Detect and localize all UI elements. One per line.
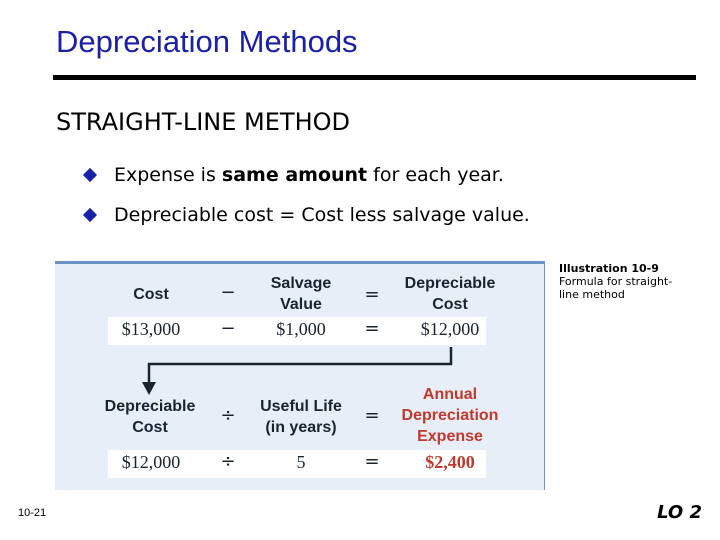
bullet-text bbox=[114, 164, 504, 186]
bullet-text-post: for each year. bbox=[367, 164, 504, 186]
bullet-text-pre: Expense is bbox=[114, 164, 222, 186]
equals-operator: = bbox=[364, 284, 380, 305]
bullet-item bbox=[80, 155, 530, 195]
formula-panel bbox=[55, 261, 545, 490]
slide-title: Depreciation Methods bbox=[56, 24, 358, 59]
diamond-bullet-icon bbox=[83, 168, 97, 182]
formula-result-line1: Depreciable bbox=[404, 275, 496, 292]
value-depreciable-cost: $12,000 bbox=[420, 319, 480, 339]
value-depreciable-cost-2: $12,000 bbox=[121, 452, 181, 472]
value-useful-life: 5 bbox=[296, 452, 306, 472]
formula-term2-line1: Depreciable bbox=[104, 398, 196, 415]
minus-operator: − bbox=[220, 318, 236, 339]
illustration-label: Illustration 10-9 bbox=[559, 262, 659, 275]
bullet-list bbox=[80, 155, 530, 235]
bullet-text: Depreciable cost = Cost less salvage value. bbox=[114, 204, 530, 226]
learning-objective: LO 2 bbox=[657, 502, 702, 523]
annual-expense-line2: Depreciation bbox=[401, 407, 499, 424]
illustration-description: Formula for straight-line method bbox=[559, 275, 673, 301]
useful-life-line2: (in years) bbox=[265, 419, 337, 436]
useful-life-line1: Useful Life bbox=[260, 398, 342, 415]
annual-expense-line3: Expense bbox=[417, 428, 483, 445]
equals-operator: = bbox=[364, 451, 380, 472]
slide-number: 10-21 bbox=[18, 507, 47, 519]
bullet-item bbox=[80, 195, 530, 235]
formula-term-useful-life bbox=[246, 396, 356, 438]
formula-result-annual-expense bbox=[390, 384, 510, 447]
formula-result-line2: Cost bbox=[432, 296, 468, 313]
diamond-bullet-icon bbox=[83, 208, 97, 222]
equals-operator: = bbox=[364, 405, 380, 426]
formula-term-salvage-line2: Value bbox=[280, 296, 322, 313]
minus-operator: − bbox=[220, 282, 236, 303]
value-cost: $13,000 bbox=[121, 319, 181, 339]
bullet-text-bold: same amount bbox=[221, 164, 368, 186]
title-divider bbox=[53, 75, 696, 80]
annual-expense-line1: Annual bbox=[422, 386, 478, 403]
formula-term-depreciable-cost bbox=[95, 396, 205, 438]
formula-term-salvage-line1: Salvage bbox=[270, 275, 332, 292]
divide-operator: ÷ bbox=[220, 405, 236, 426]
illustration-caption bbox=[559, 262, 689, 301]
section-heading: STRAIGHT-LINE METHOD bbox=[56, 108, 350, 136]
equals-operator: = bbox=[364, 318, 380, 339]
formula-term-cost: Cost bbox=[133, 286, 169, 303]
value-salvage: $1,000 bbox=[276, 319, 326, 339]
formula-term2-line2: Cost bbox=[132, 419, 168, 436]
divide-operator: ÷ bbox=[220, 451, 236, 472]
value-annual-expense: $2,400 bbox=[425, 452, 475, 472]
